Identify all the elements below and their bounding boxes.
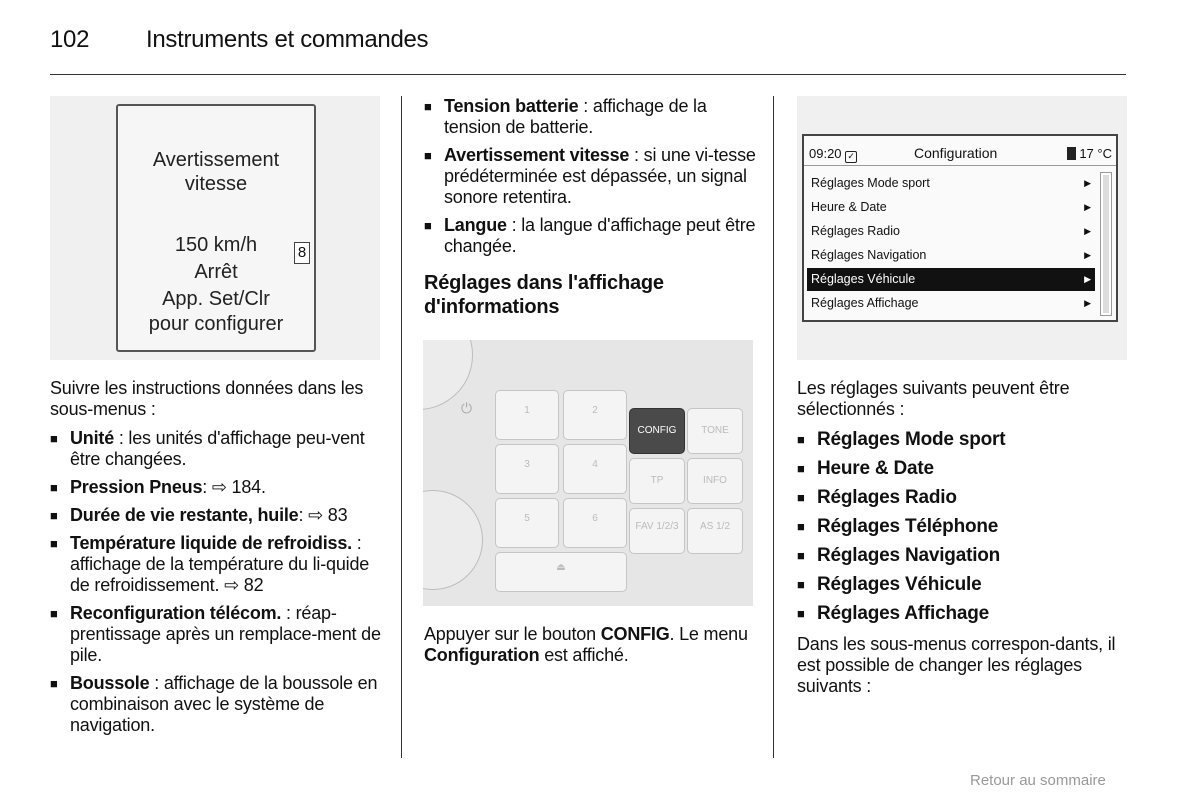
col1-list	[50, 428, 385, 736]
screen-status-bar	[804, 136, 1116, 166]
list-item: ■ Température liquide de refroidiss. : affichage de la température du li-quide de refroidissement. ⇨ 82	[50, 533, 385, 596]
scrollbar-thumb[interactable]	[1103, 175, 1109, 313]
column-1-text	[50, 378, 385, 743]
preset-key-4: 4	[563, 444, 627, 494]
clock-check-icon: ✓	[845, 151, 857, 163]
list-item: ■ Durée de vie restante, huile: ⇨ 83	[50, 505, 385, 526]
list-item: ■ Unité : les unités d'affichage peu-vent être changées.	[50, 428, 385, 470]
config-button: CONFIG	[629, 408, 685, 454]
warning-title-line2: vitesse	[184, 173, 248, 195]
list-item: ■ Reconfiguration télécom. : réap-prentissage après un remplace-ment de pile.	[50, 603, 385, 666]
preset-key-3: 3	[495, 444, 559, 494]
preset-key-5: 5	[495, 498, 559, 548]
page-header	[50, 26, 428, 54]
list-item: ■ Réglages Navigation	[797, 545, 1127, 566]
preset-key-2: 2	[563, 390, 627, 440]
column-divider-1	[401, 96, 402, 758]
list-item: ■ Tension batterie : affichage de la tension de batterie.	[424, 96, 756, 138]
chevron-right-icon: ▶	[1084, 226, 1091, 236]
chevron-right-icon: ▶	[1084, 250, 1091, 260]
list-item: ■ Boussole : affichage de la boussole en combinaison avec le système de navigation.	[50, 673, 385, 736]
list-item: ■ Heure & Date	[797, 458, 1127, 479]
chevron-right-icon: ▶	[1084, 178, 1091, 188]
configuration-screen	[802, 134, 1118, 322]
menu-row[interactable]: Heure & Date ▶	[807, 196, 1095, 219]
fav-button: FAV 1/2/3	[629, 508, 685, 554]
col3-list	[797, 429, 1127, 624]
page-title: Instruments et commandes	[146, 26, 429, 53]
list-item: ■ Réglages Téléphone	[797, 516, 1127, 537]
col3-outro: Dans les sous-menus correspon-dants, il est possible de changer les réglages suivants :	[797, 634, 1116, 696]
warning-hint-line2: pour configurer	[148, 313, 284, 335]
chevron-right-icon: ▶	[1084, 298, 1091, 308]
menu-row[interactable]: Réglages Navigation ▶	[807, 244, 1095, 267]
list-item: ■ Réglages Affichage	[797, 603, 1127, 624]
figure-badge: 8	[294, 242, 310, 264]
speed-warning-display	[116, 104, 316, 352]
col1-intro: Suivre les instructions données dans les sous-menus :	[50, 378, 364, 419]
list-item: ■ Pression Pneus: ⇨ 184.	[50, 477, 385, 498]
warning-title-line1: Avertissement	[152, 149, 280, 171]
list-item: ■ Réglages Radio	[797, 487, 1127, 508]
column-3-text	[797, 378, 1127, 697]
warning-state: Arrêt	[194, 261, 238, 283]
menu-row[interactable]: Réglages Radio ▶	[807, 220, 1095, 243]
col2-paragraph: Appuyer sur le bouton CONFIG. Le menu Configuration est affiché.	[424, 624, 748, 665]
screen-temperature: 17 °C	[1067, 146, 1112, 161]
chevron-right-icon: ▶	[1084, 202, 1091, 212]
section-heading: Réglages dans l'affichage d'informations	[424, 272, 664, 318]
menu-row[interactable]: Réglages Mode sport ▶	[807, 172, 1095, 195]
preset-key-1: 1	[495, 390, 559, 440]
chevron-right-icon: ▶	[1084, 274, 1091, 284]
menu-row[interactable]: Réglages Affichage ▶	[807, 292, 1095, 315]
preset-key-6: 6	[563, 498, 627, 548]
column-2-text	[424, 96, 756, 319]
eject-button	[495, 552, 627, 592]
warning-speed: 150 km/h	[174, 234, 258, 256]
list-item: ■ Réglages Mode sport	[797, 429, 1127, 450]
col3-intro: Les réglages suivants peuvent être sélectionnés :	[797, 378, 1070, 419]
tone-button: TONE	[687, 408, 743, 454]
radio-control-panel	[423, 340, 753, 606]
as-button: AS 1/2	[687, 508, 743, 554]
menu-row-selected[interactable]: Réglages Véhicule ▶	[807, 268, 1095, 291]
power-icon: ⏻	[461, 400, 473, 416]
thermometer-icon	[1067, 147, 1076, 160]
header-rule	[50, 74, 1126, 75]
column-divider-2	[773, 96, 774, 758]
info-button: INFO	[687, 458, 743, 504]
col2-list	[424, 96, 756, 257]
warning-hint-line1: App. Set/Clr	[162, 288, 270, 310]
back-to-summary-link[interactable]: Retour au sommaire	[970, 772, 1106, 789]
list-item: ■ Avertissement vitesse : si une vi-tesse prédéterminée est dépassée, un signal sonore retentira.	[424, 145, 756, 208]
list-item: ■ Réglages Véhicule	[797, 574, 1127, 595]
eject-icon: ⏏	[556, 562, 566, 573]
list-item: ■ Langue : la langue d'affichage peut être changée.	[424, 215, 756, 257]
speed-warning-figure	[50, 96, 380, 360]
screen-scrollbar[interactable]	[1100, 172, 1112, 316]
screen-title: Configuration	[914, 145, 998, 161]
screen-time: 09:20 ✓	[809, 146, 857, 163]
tp-button: TP	[629, 458, 685, 504]
page-number: 102	[50, 26, 90, 53]
menu-knob	[423, 490, 483, 590]
